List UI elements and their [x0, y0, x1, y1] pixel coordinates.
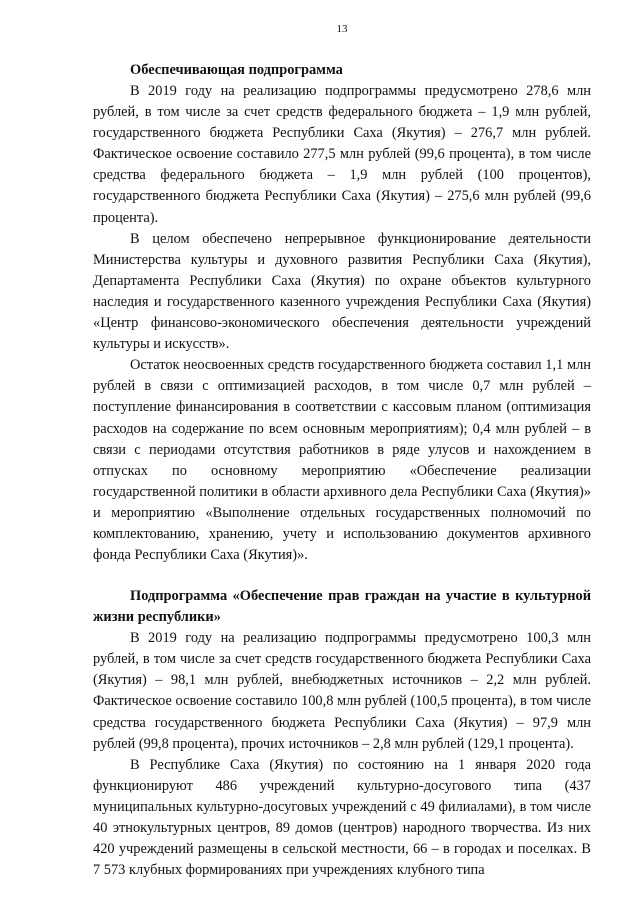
paragraph: В 2019 году на реализацию подпрограммы предусмотрено 100,3 млн рублей, в том числе за счет средств государственного бюджета Республики Саха (Якутия) – 98,1 млн рублей, внебюджетных источников – 2,2 млн рублей. Фактическое освоение составило 100,8 млн рублей (100,5 процента), в том числе средства государственного бюджета Республики Саха (Якутия) – 97,9 млн рублей (99,8 процента), прочих источников – 2,8 млн рублей (129,1 процента).: [93, 630, 591, 752]
paragraph: В 2019 году на реализацию подпрограммы предусмотрено 278,6 млн рублей, в том числе за счет средств федерального бюджета – 1,9 млн рублей, государственного бюджета Республики Саха (Якутия) – 276,7 млн рублей. Фактическое освоение составило 277,5 млн рублей (99,6 процента), в том числе средства федерального бюджета – 1,9 млн рублей (100 процентов), государственного бюджета Республики Саха (Якутия) – 275,6 млн рублей (99,6 процента).: [93, 83, 591, 226]
section-cultural-rights-subprogram: [93, 586, 591, 881]
section-support-subprogram: [93, 60, 591, 566]
section-heading: Подпрограмма «Обеспечение прав граждан на участие в культурной жизни республики»: [93, 588, 591, 626]
section-spacer: [93, 566, 591, 586]
section-heading: Обеспечивающая подпрограмма: [130, 62, 343, 78]
paragraph: В целом обеспечено непрерывное функционирование деятельности Министерства культуры и духовного развития Республики Саха (Якутия), Департамента Республики Саха (Якутия) по охране объектов культурного наследия и государственного казенного учреждения Республики Саха (Якутия) «Центр финансово-экономического обеспечения деятельности учреждений культуры и искусств».: [93, 230, 591, 353]
paragraph: Остаток неосвоенных средств государственного бюджета составил 1,1 млн рублей в связи с оптимизацией расходов, в том числе 0,7 млн рублей – поступление финансирования в соответствии с кассовым планом (оптимизация расходов на содержание по всем основным мероприятиям); 0,4 млн рублей – в связи с периодами отсутствия работников в ряде улусов и нахождением в отпусках по основному мероприятию «Обеспечение реализации государственной политики в области архивного дела Республики Саха (Якутия)» и мероприятию «Выполнение отдельных государственных полномочий по комплектованию, хранению, учету и использованию документов архивного фонда Республики Саха (Якутия)».: [93, 357, 591, 564]
document-page: [93, 22, 591, 881]
paragraph: В Республике Саха (Якутия) по состоянию на 1 января 2020 года функционируют 486 учреждений культурно-досугового типа (437 муниципальных культурно-досуговых учреждений с 49 филиалами), в том числе 40 этнокультурных центров, 89 домов (центров) народного творчества. Из них 420 учреждений размещены в сельской местности, 66 – в городах и поселках. В 7 573 клубных формированиях при учреждениях клубного типа: [93, 756, 591, 879]
page-number: 13: [336, 23, 348, 35]
